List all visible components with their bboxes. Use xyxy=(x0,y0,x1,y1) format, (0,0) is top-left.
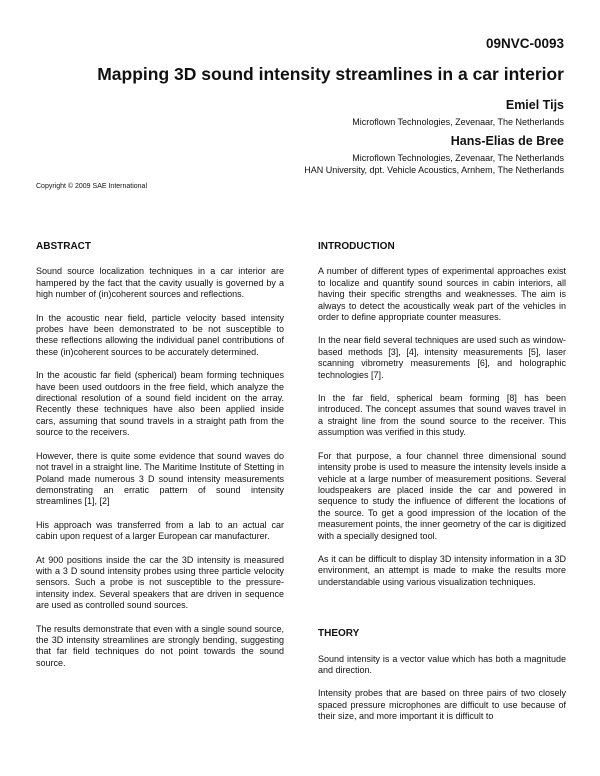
copyright-notice: Copyright © 2009 SAE International xyxy=(36,183,148,190)
author-block-1 xyxy=(352,98,564,128)
introduction-paragraph: For that purpose, a four channel three dimensional sound intensity probe is used to measure the intensity levels inside a vehicle at a large number of measurement positions. Several loudspeakers are placed inside the car and powered in sequence to study the influence of different the locations of the source. To get a good impression of the location of the measurement points, the inner geometry of the car is digitized with a specially designed tool. xyxy=(318,450,566,541)
left-column xyxy=(36,241,284,681)
introduction-paragraph: A number of different types of experimental approaches exist to localize and quantify sound sources in cabin interiors, all having their specific strengths and weaknesses. The aim is always to detect the acoustically weak part of the vehicles in order to define appropriate counter measures. xyxy=(318,266,566,323)
author-affiliation: Microflown Technologies, Zevenaar, The Netherlands xyxy=(352,153,564,163)
introduction-heading: INTRODUCTION xyxy=(318,241,395,252)
abstract-heading: ABSTRACT xyxy=(36,241,91,252)
abstract-paragraph: In the acoustic near field, particle velocity based intensity probes have been demonstrated to be not susceptible to these reflections allowing the individual panel contributions of these (in)coherent sources to be accurately determined. xyxy=(36,312,284,357)
introduction-paragraph: In the near field several techniques are used such as window-based methods [3], [4], intensity measurements [5], laser scanning vibrometry measurements [6], and holographic technologies [7]. xyxy=(318,335,566,380)
document-id: 09NVC-0093 xyxy=(485,36,564,51)
author-affiliation: HAN University, dpt. Vehicle Acoustics, Arnhem, The Netherlands xyxy=(304,165,564,175)
author-block-2 xyxy=(304,134,564,176)
introduction-paragraph: In the far field, spherical beam forming [8] has been introduced. The concept assumes that sound waves travel in a straight line from the sound source to the receiver. This assumption was verified in this study. xyxy=(318,393,566,438)
abstract-paragraph: In the acoustic far field (spherical) beam forming techniques have been used outdoors in the free field, which analyze the directional resolution of a sound field incident on the array. Recently these techniques have also been applied inside cars, assuming that sound travels in a straight path from the source to the receivers. xyxy=(36,370,284,438)
theory-paragraph: Intensity probes that are based on three pairs of two closely spaced pressure microphones are difficult to use because of their size, and more important it is difficult to xyxy=(318,688,566,722)
abstract-paragraph: His approach was transferred from a lab to an actual car cabin upon request of a larger European car manufacturer. xyxy=(36,519,284,542)
author-name: Hans-Elias de Bree xyxy=(450,134,564,148)
abstract-paragraph: Sound source localization techniques in a car interior are hampered by the fact that the cavity usually is governed by a high number of (in)coherent sources and reflections. xyxy=(36,266,284,300)
author-name: Emiel Tijs xyxy=(505,98,564,112)
paper-title: Mapping 3D sound intensity streamlines in a car interior xyxy=(97,64,564,84)
theory-heading: THEORY xyxy=(318,628,360,640)
abstract-paragraph: However, there is quite some evidence that sound waves do not travel in a straight line. The Maritime Institute of Stetting in Poland made numerous 3 D sound intensity measurements demonstrating an erratic pattern of sound intensity streamlines [1], [2] xyxy=(36,450,284,507)
abstract-paragraph: The results demonstrate that even with a single sound source, the 3D intensity streamlines are strongly bending, suggesting that far field techniques do not point towards the sound source. xyxy=(36,623,284,668)
abstract-paragraph: At 900 positions inside the car the 3D intensity is measured with a 3 D sound intensity probes using three particle velocity sensors. Such a probe is not susceptible to the pressure-intensity index. Several speakers that are driven in sequence are used as controlled sound sources. xyxy=(36,554,284,611)
introduction-paragraph: As it can be difficult to display 3D intensity information in a 3D environment, an attempt is made to make the results more understandable using various visualization techniques. xyxy=(318,553,566,587)
theory-paragraph: Sound intensity is a vector value which has both a magnitude and direction. xyxy=(318,653,566,675)
right-column xyxy=(318,241,566,735)
section-spacer xyxy=(318,600,566,628)
author-affiliation: Microflown Technologies, Zevenaar, The Netherlands xyxy=(352,117,564,127)
